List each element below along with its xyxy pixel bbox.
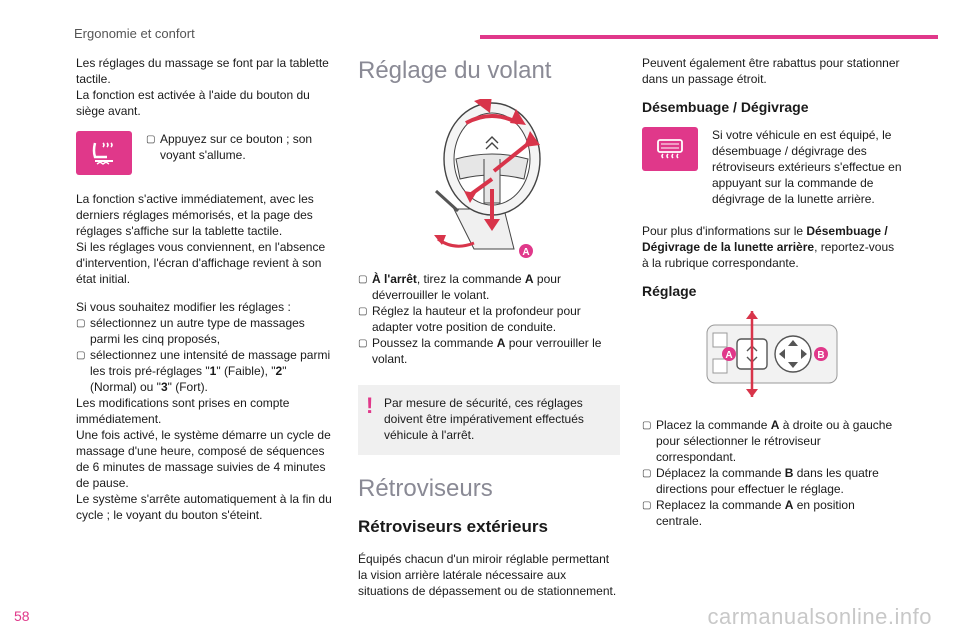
warning-exclamation-icon: ! — [366, 393, 374, 418]
intro-block — [76, 55, 336, 119]
mirror-label-a: A — [725, 350, 733, 361]
massage-button-row — [76, 131, 336, 175]
immediate-paragraph: Les modifications sont prises en compte immédiatement. — [76, 396, 290, 426]
fold-paragraph: Peuvent également être rabattus pour stationner dans un passage étroit. — [642, 56, 900, 86]
no-intervention-paragraph: Si les réglages vous conviennent, en l'absence d'intervention, l'écran d'affichage revient à son état initial. — [76, 240, 326, 286]
header-title: Ergonomie et confort — [74, 26, 195, 41]
steering-title: Réglage du volant — [358, 57, 552, 84]
steering-bullet-1 — [358, 271, 620, 303]
mirror-label-b: B — [817, 350, 825, 361]
mirror-bullet-3-text: Replacez la commande A en position centrale. — [656, 498, 855, 528]
mirror-bullet-2-text: Déplacez la commande B dans les quatre directions pour effectuer le réglage. — [656, 466, 879, 496]
press-button-text: Appuyez sur ce bouton ; son voyant s'allume. — [160, 132, 313, 162]
safety-warning-box — [358, 385, 620, 455]
column-steering — [358, 55, 620, 599]
steering-wheel-illustration — [434, 99, 544, 259]
rear-defrost-icon — [642, 127, 698, 171]
bullet-square-icon: ▢ — [76, 318, 86, 329]
bullet-square-icon: ▢ — [76, 350, 86, 361]
steering-label-a: A — [522, 247, 530, 258]
mirrors-title: Rétroviseurs — [358, 475, 493, 502]
modify-block — [76, 299, 336, 523]
watermark: carmanualsonline.info — [707, 604, 932, 629]
page-number: 58 — [14, 608, 30, 624]
bullet-square-icon: ▢ — [642, 420, 652, 431]
activation-block — [76, 191, 336, 287]
bullet-square-icon: ▢ — [642, 500, 652, 511]
modify-intro: Si vous souhaitez modifier les réglages : — [76, 300, 291, 314]
seat-massage-icon — [76, 131, 132, 175]
cycle-paragraph: Une fois activé, le système démarre un cycle de massage d'une heure, composé de séquences de 6 minutes de massage suivies de 4 minutes de pause. — [76, 428, 331, 490]
demist-text: Si votre véhicule en est équipé, le désembuage / dégivrage des rétroviseurs extérieurs s'effectue en appuyant sur la commande de dégivrage de la lunette arrière. — [712, 128, 902, 206]
exterior-mirrors-subtitle: Rétroviseurs extérieurs — [358, 517, 548, 536]
modify-bullet-2-text: sélectionnez une intensité de massage parmi les trois pré-réglages "1" (Faible), "2" (Normal) ou "3" (Fort). — [90, 348, 331, 394]
mirror-bullet-1 — [642, 417, 902, 465]
demist-title: Désembuage / Dégivrage — [642, 99, 809, 115]
demist-info: Pour plus d'informations sur le Désembuage / Dégivrage de la lunette arrière, reportez-vous à la rubrique correspondante. — [642, 224, 895, 270]
column-massage — [76, 55, 336, 523]
mirror-bullet-1-text: Placez la commande A à droite ou à gauche pour sélectionner le rétroviseur correspondant. — [656, 418, 893, 464]
press-button-instruction — [146, 131, 336, 163]
steering-bullet-1-text: À l'arrêt, tirez la commande A pour déverrouiller le volant. — [372, 272, 561, 302]
modify-bullet-2 — [76, 347, 336, 395]
steering-bullet-3 — [358, 335, 620, 367]
bullet-square-icon: ▢ — [642, 468, 652, 479]
intro-line-1: Les réglages du massage se font par la tablette tactile. — [76, 56, 329, 86]
stop-paragraph: Le système s'arrête automatiquement à la fin du cycle ; le voyant du bouton s'éteint. — [76, 492, 332, 522]
bullet-square-icon: ▢ — [358, 274, 368, 285]
column-mirrors — [642, 55, 902, 529]
demist-row — [642, 127, 902, 207]
modify-bullet-1 — [76, 315, 336, 347]
activation-paragraph: La fonction s'active immédiatement, avec les derniers réglages mémorisés, et la page des réglages s'affiche sur la tablette tactile. — [76, 192, 314, 238]
adjust-title: Réglage — [642, 283, 697, 299]
modify-bullet-1-text: sélectionnez un autre type de massages parmi les cinq proposés, — [90, 316, 305, 346]
bullet-square-icon: ▢ — [358, 306, 368, 317]
intro-line-2: La fonction est activée à l'aide du bouton du siège avant. — [76, 88, 310, 118]
bullet-square-icon: ▢ — [146, 134, 156, 145]
steering-bullet-2-text: Réglez la hauteur et la profondeur pour adapter votre position de conduite. — [372, 304, 581, 334]
mirror-bullet-2 — [642, 465, 902, 497]
mirror-control-illustration — [697, 311, 847, 397]
steering-bullet-3-text: Poussez la commande A pour verrouiller le volant. — [372, 336, 602, 366]
header-accent-bar — [480, 35, 938, 39]
bullet-square-icon: ▢ — [358, 338, 368, 349]
mirror-bullet-3 — [642, 497, 902, 529]
safety-warning-text: Par mesure de sécurité, ces réglages doivent être impérativement effectués véhicule à l'arrêt. — [384, 396, 584, 442]
mirrors-paragraph: Équipés chacun d'un miroir réglable permettant la vision arrière latérale nécessaire aux situations de dépassement ou de stationnement. — [358, 552, 617, 598]
steering-bullet-2 — [358, 303, 620, 335]
